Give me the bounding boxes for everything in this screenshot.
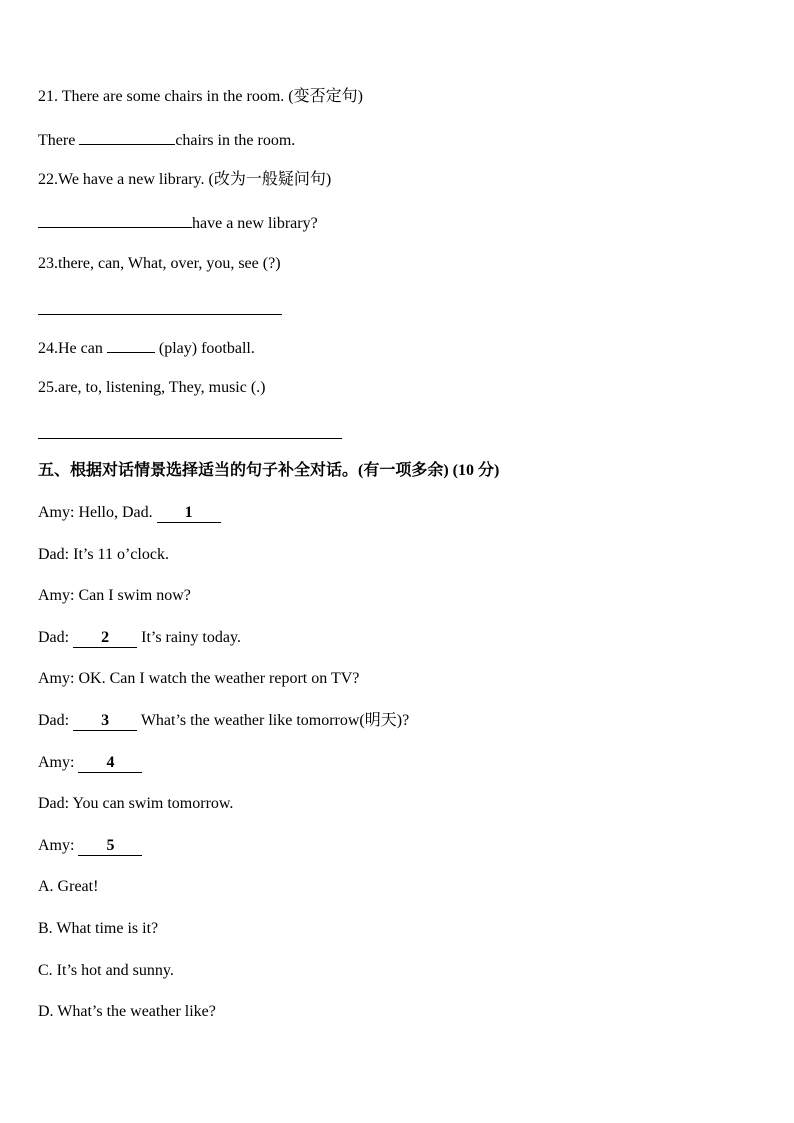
dialogue-text: OK. Can I watch the weather report on TV? <box>74 670 360 687</box>
speaker: Amy: <box>38 504 75 521</box>
section-title: 五、根据对话情景选择适当的句子补全对话。(有一项多余) (10 分) <box>38 462 500 479</box>
dialogue-line <box>38 753 142 773</box>
question-23 <box>38 254 281 274</box>
option-c: C. It’s hot and sunny. <box>38 962 174 979</box>
speaker: Dad: <box>38 712 70 729</box>
dialogue-line <box>38 794 233 814</box>
blank-1[interactable]: 1 <box>157 504 221 523</box>
question-number: 21 <box>38 88 54 105</box>
question-number: 25. <box>38 379 58 396</box>
option-a: A. Great! <box>38 878 99 895</box>
blank-4[interactable]: 4 <box>78 754 142 773</box>
answer-blank[interactable] <box>107 337 155 353</box>
question-text: there, can, What, over, you, see (?) <box>58 255 281 272</box>
dialogue-line <box>38 545 169 565</box>
speaker: Dad: <box>38 795 70 812</box>
dialogue-line <box>38 628 241 648</box>
speaker: Amy: <box>38 587 75 604</box>
answer-blank[interactable] <box>38 212 192 228</box>
question-text: . There are some chairs in the room. (变否定句) <box>54 88 363 105</box>
dialogue-line <box>38 711 409 731</box>
question-number: 24. <box>38 340 58 357</box>
question-number: 22. <box>38 171 58 188</box>
question-21 <box>38 87 363 107</box>
speaker: Dad: <box>38 629 70 646</box>
answer-suffix: have a new library? <box>192 215 318 232</box>
option-d: D. What’s the weather like? <box>38 1003 216 1020</box>
question-text-before: He can <box>58 340 107 357</box>
dialogue-text: It’s rainy today. <box>137 629 241 646</box>
answer-blank[interactable] <box>79 129 175 145</box>
dialogue-text: Can I swim now? <box>74 587 191 604</box>
dialogue-text: What’s the weather like tomorrow(明天)? <box>137 712 410 729</box>
question-22-answer <box>38 212 318 234</box>
speaker: Dad: <box>38 546 70 563</box>
speaker: Amy: <box>38 837 75 854</box>
blank-5[interactable]: 5 <box>78 837 142 856</box>
question-text-after: (play) football. <box>154 340 255 357</box>
dialogue-text: It’s 11 o’clock. <box>69 546 169 563</box>
question-22 <box>38 170 331 190</box>
question-24 <box>38 337 255 359</box>
speaker: Amy: <box>38 754 75 771</box>
dialogue-line <box>38 669 359 689</box>
blank-3[interactable]: 3 <box>73 712 137 731</box>
dialogue-text: You can swim tomorrow. <box>69 795 234 812</box>
blank-2[interactable]: 2 <box>73 629 137 648</box>
dialogue-text: Hello, Dad. <box>74 504 157 521</box>
dialogue-line <box>38 503 221 523</box>
question-number: 23. <box>38 255 58 272</box>
speaker: Amy: <box>38 670 75 687</box>
question-21-answer <box>38 129 295 151</box>
answer-prefix: There <box>38 132 80 149</box>
dialogue-line <box>38 586 191 606</box>
question-text: We have a new library. (改为一般疑问句) <box>58 171 332 188</box>
dialogue-line <box>38 836 142 856</box>
answer-line-23[interactable] <box>38 314 282 315</box>
answer-suffix: chairs in the room. <box>175 132 296 149</box>
question-text: are, to, listening, They, music (.) <box>58 379 266 396</box>
answer-line-25[interactable] <box>38 438 342 439</box>
option-b: B. What time is it? <box>38 920 159 937</box>
question-25 <box>38 378 266 398</box>
